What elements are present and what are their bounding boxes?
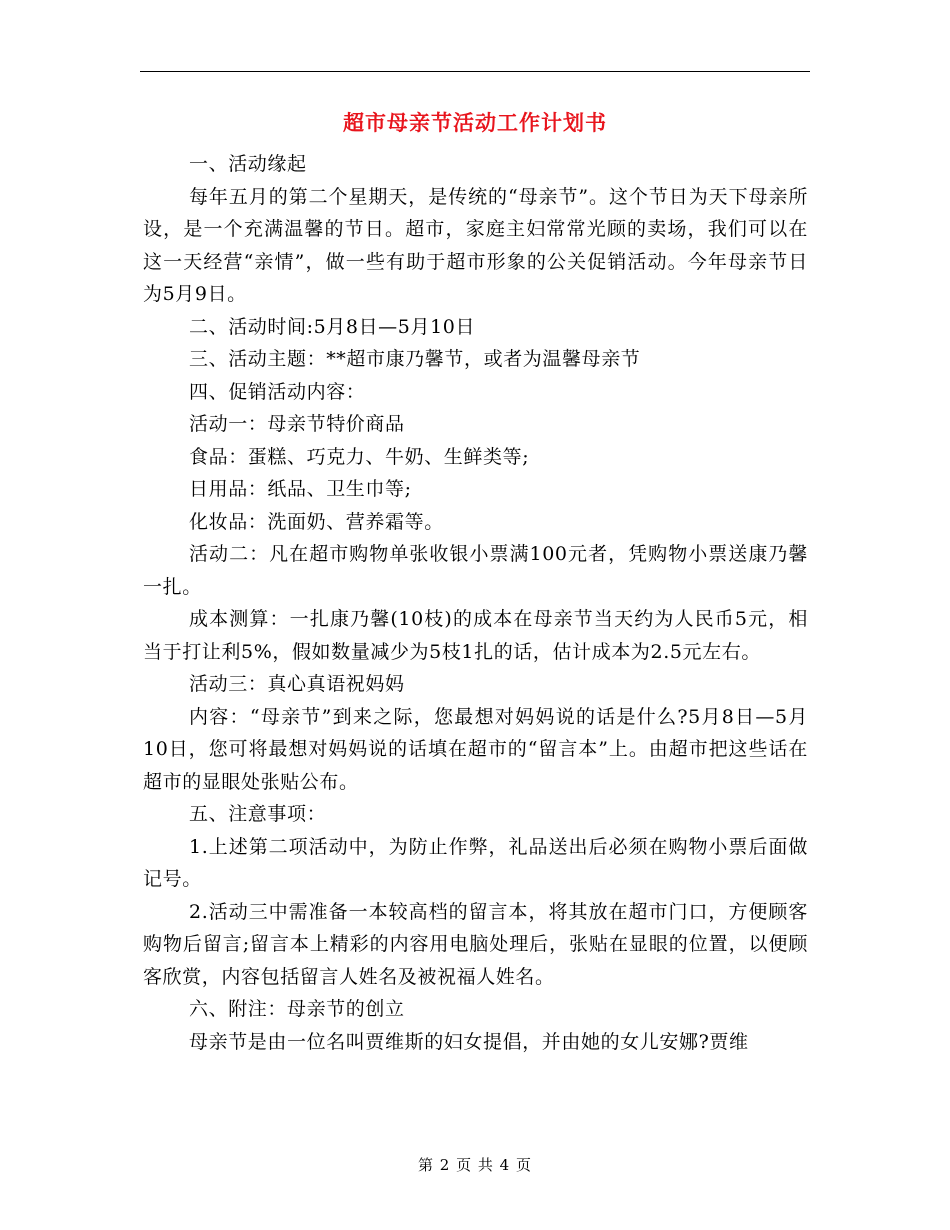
activity-three-content: 内容：“母亲节”到来之际，您最想对妈妈说的话是什么?5月8日—5月10日，您可将最想对妈妈说的话填在超市的“留言本”上。由超市把这些话在超市的显眼处张贴公布。 bbox=[143, 705, 808, 793]
paragraph-origin: 每年五月的第二个星期天，是传统的“母亲节”。这个节日为天下母亲所设，是一个充满温馨的节日。超市，家庭主妇常常光顾的卖场，我们可以在这一天经营“亲情”，做一些有助于超市形象的公关促销活动。今年母亲节日为5月9日。 bbox=[143, 185, 808, 305]
page-footer: 第 2 页 共 4 页 bbox=[418, 1156, 532, 1174]
document-body bbox=[143, 148, 808, 1058]
item-daily: 日用品：纸品、卫生巾等; bbox=[189, 478, 412, 500]
activity-three: 活动三：真心真语祝妈妈 bbox=[189, 673, 405, 695]
section-heading-time: 二、活动时间:5月8日—5月10日 bbox=[189, 315, 476, 338]
activity-one: 活动一：母亲节特价商品 bbox=[189, 413, 405, 435]
item-cosmetics: 化妆品：洗面奶、营养霜等。 bbox=[189, 510, 444, 533]
activity-two: 活动二：凡在超市购物单张收银小票满100元者，凭购物小票送康乃馨一扎。 bbox=[143, 543, 808, 598]
cost-estimate: 成本测算：一扎康乃馨(10枝)的成本在母亲节当天约为人民币5元，相当于打让利5%，假如数量减少为5枝1扎的话，估计成本为2.5元左右。 bbox=[143, 608, 808, 663]
note-1: 1.上述第二项活动中，为防止作弊，礼品送出后必须在购物小票后面做记号。 bbox=[143, 835, 808, 890]
section-heading-content: 四、促销活动内容： bbox=[189, 380, 366, 403]
document-title: 超市母亲节活动工作计划书 bbox=[343, 110, 607, 135]
item-food: 食品：蛋糕、巧克力、牛奶、生鲜类等; bbox=[189, 445, 530, 468]
appendix-paragraph: 母亲节是由一位名叫贾维斯的妇女提倡，并由她的女儿安娜?贾维 bbox=[189, 1030, 749, 1053]
note-2: 2.活动三中需准备一本较高档的留言本，将其放在超市门口，方便顾客购物后留言;留言本上精彩的内容用电脑处理后，张贴在显眼的位置，以便顾客欣赏，内容包括留言人姓名及被祝福人姓名。 bbox=[143, 900, 808, 988]
header-rule bbox=[140, 71, 810, 72]
section-heading-theme: 三、活动主题：**超市康乃馨节，或者为温馨母亲节 bbox=[189, 348, 641, 370]
section-heading-appendix: 六、附注：母亲节的创立 bbox=[189, 998, 405, 1020]
section-heading-notes: 五、注意事项： bbox=[189, 803, 327, 825]
section-heading-origin: 一、活动缘起 bbox=[189, 153, 307, 175]
